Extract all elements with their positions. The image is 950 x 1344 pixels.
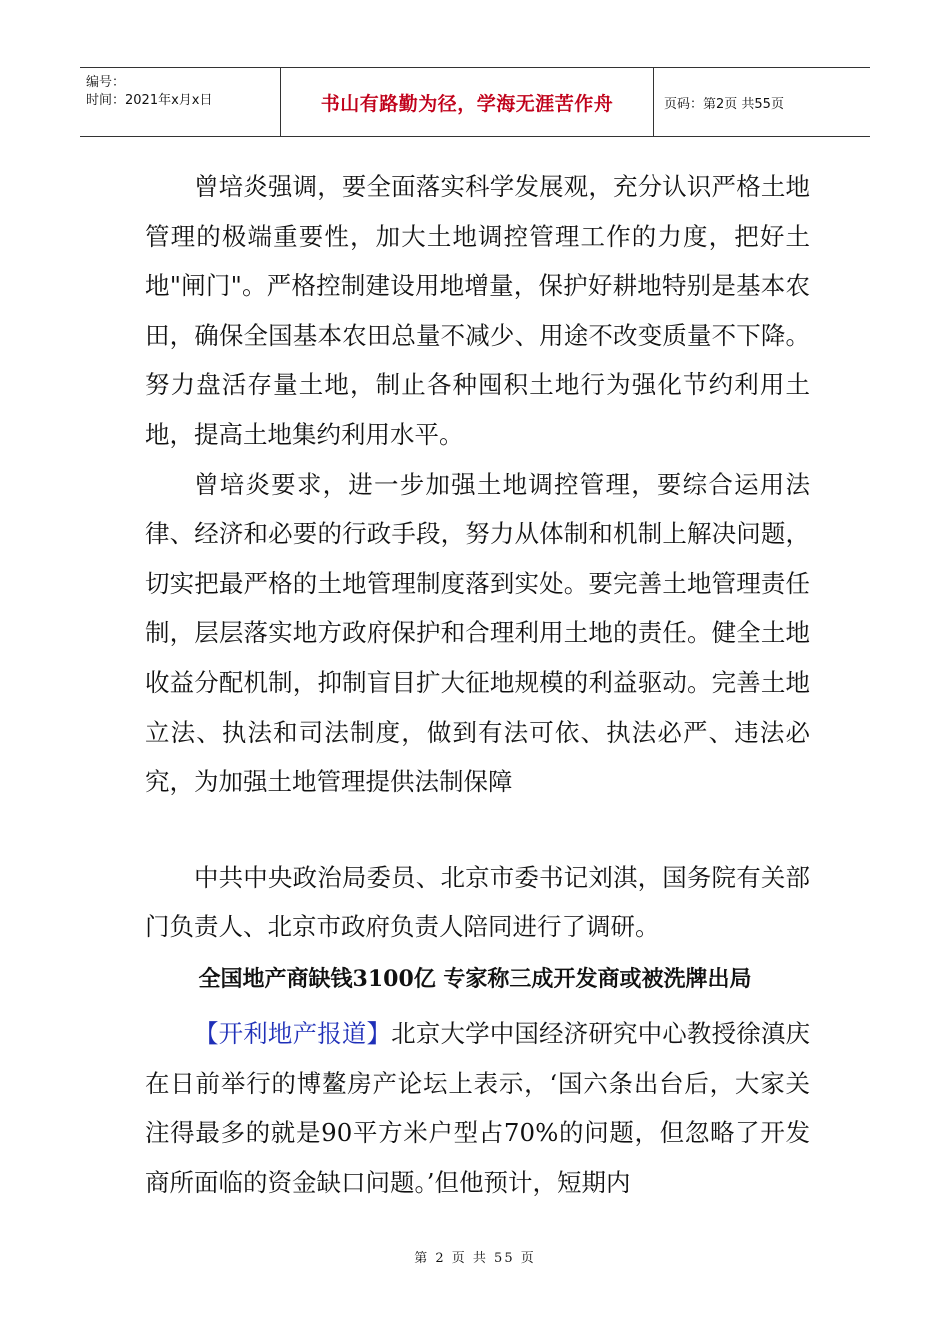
header-meta (80, 68, 280, 136)
report-source-tag: 【开利地产报道】 (194, 1019, 392, 1048)
article-body (145, 162, 810, 952)
paragraph-1: 曾培炎强调，要全面落实科学发展观，充分认识严格土地管理的极端重要性，加大土地调控管理工作的力度，把好土地"闸门"。严格控制建设用地增量，保护好耕地特别是基本农田，确保全国基本农田总量不减少、用途不改变质量不下降。努力盘活存量土地，制止各种囤积土地行为强化节约利用土地，提高土地集约利用水平。 (145, 172, 810, 449)
paragraph-3: 中共中央政治局委员、北京市委书记刘淇，国务院有关部门负责人、北京市政府负责人陪同进行了调研。 (145, 862, 810, 942)
page-footer: 第 2 页 共 55 页 (414, 1251, 536, 1266)
paragraph-2: 曾培炎要求，进一步加强土地调控管理，要综合运用法律、经济和必要的行政手段，努力从体制和机制上解决问题，切实把最严格的土地管理制度落到实处。要完善土地管理责任制，层层落实地方政府保护和合理利用土地的责任。健全土地收益分配机制，抑制盲目扩大征地规模的利益驱动。完善土地立法、执法和司法制度，做到有法可依、执法必严、违法必究，为加强土地管理提供法制保障 (145, 469, 810, 797)
article-headline: 全国地产商缺钱3100亿 专家称三成开发商或被洗牌出局 (198, 966, 752, 992)
header-motto: 书山有路勤为径，学海无涯苦作舟 (280, 68, 654, 136)
header-page-info: 页码：第2页 共55页 (664, 96, 784, 112)
document-time-label: 时间：2021年x月x日 (86, 93, 213, 108)
document-number-label: 编号： (86, 75, 126, 90)
report-text: 北京大学中国经济研究中心教授徐滇庆在日前举行的博鳌房产论坛上表示，‘国六条出台后，大家关注得最多的就是90平方米户型占70%的问题，但忽略了开发商所面临的资金缺口问题。’但他预计，短期内 (145, 1019, 811, 1197)
report-body (145, 1009, 810, 1207)
paragraph-spacer (145, 807, 810, 853)
report-paragraph (145, 1009, 810, 1207)
page-header (80, 67, 870, 137)
